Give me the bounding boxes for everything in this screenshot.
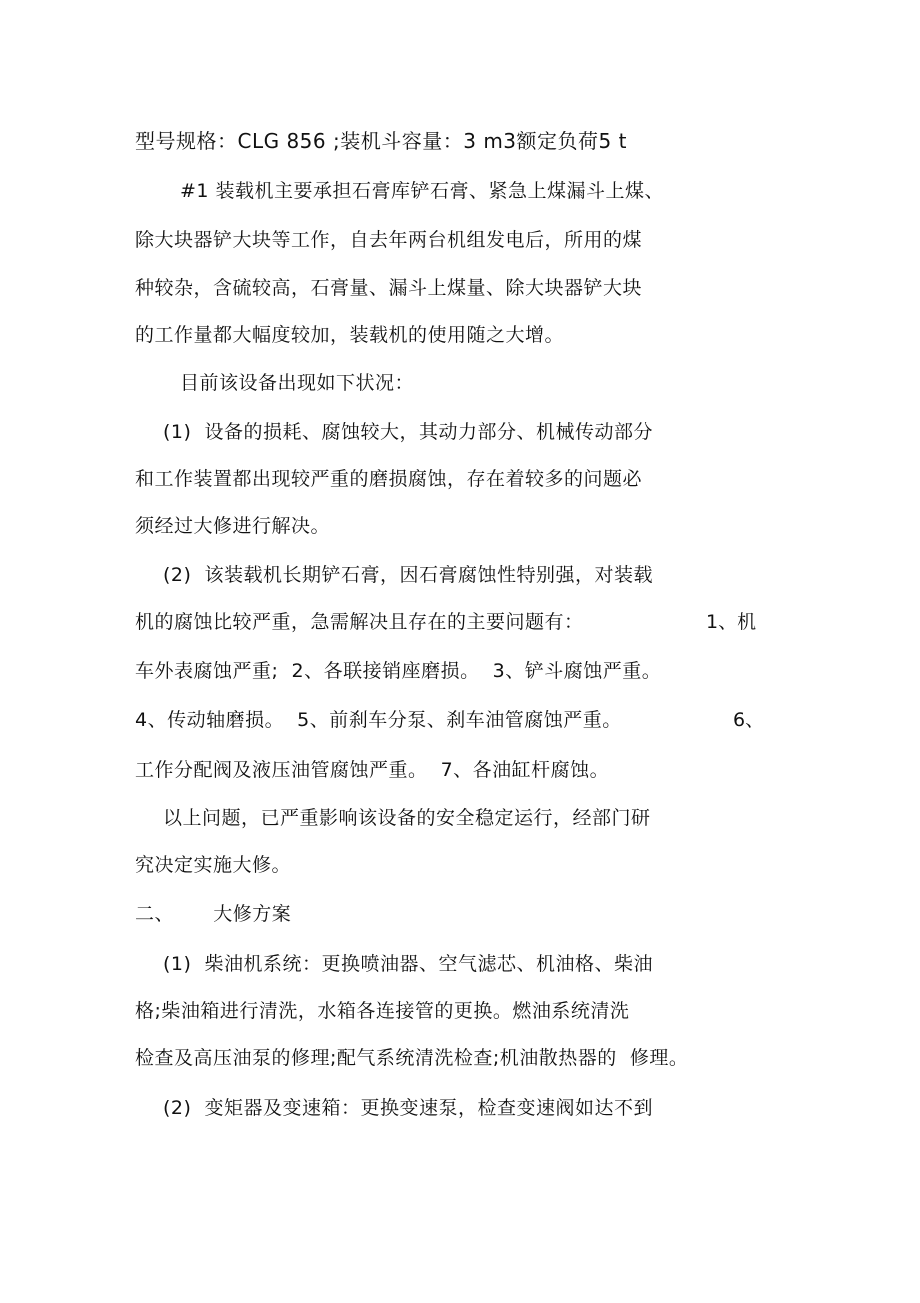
item1-line-3: 须经过大修进行解决。 xyxy=(135,515,331,537)
item2-problem-6-start: 6、 xyxy=(733,709,765,731)
plan2-line-1: (2) 变矩器及变速箱：更换变速泵，检查变速阀如达不到 xyxy=(163,1097,653,1119)
intro-line-3: 种较杂，含硫较高，石膏量、漏斗上煤量、除大块器铲大块 xyxy=(135,277,643,299)
plan1-line-1: (1) 柴油机系统：更换喷油器、空气滤芯、机油格、柴油 xyxy=(163,953,653,975)
plan1-line-2: 格;柴油箱进行清洗，水箱各连接管的更换。燃油系统清洗 xyxy=(135,1000,630,1022)
spec-line: 型号规格：CLG 856 ;装机斗容量：3 m3额定负荷5 t xyxy=(135,129,627,153)
item2-line-3: 车外表腐蚀严重; 2、各联接销座磨损。 3、铲斗腐蚀严重。 xyxy=(135,660,662,682)
status-intro: 目前该设备出现如下状况： xyxy=(180,372,415,394)
item2-line-4: 4、传动轴磨损。 5、前刹车分泵、刹车油管腐蚀严重。 xyxy=(135,709,622,731)
intro-line-1: #1 装载机主要承担石膏库铲石膏、紧急上煤漏斗上煤、 xyxy=(180,180,665,202)
item2-line-1: (2) 该装载机长期铲石膏，因石膏腐蚀性特别强，对装载 xyxy=(163,564,653,586)
intro-line-2: 除大块器铲大块等工作，自去年两台机组发电后，所用的煤 xyxy=(135,229,643,251)
section2-heading: 二、 大修方案 xyxy=(135,903,292,925)
item2-line-2: 机的腐蚀比较严重，急需解决且存在的主要问题有： xyxy=(135,611,584,633)
plan1-line-3: 检查及高压油泵的修理;配气系统清洗检查;机油散热器的 修理。 xyxy=(135,1047,689,1069)
item1-line-1: (1) 设备的损耗、腐蚀较大，其动力部分、机械传动部分 xyxy=(163,421,653,443)
item1-line-2: 和工作装置都出现较严重的磨损腐蚀，存在着较多的问题必 xyxy=(135,468,643,490)
item2-problem-1-start: 1、机 xyxy=(706,611,757,633)
conclusion-line-2: 究决定实施大修。 xyxy=(135,854,292,876)
item2-line-5: 工作分配阀及液压油管腐蚀严重。 7、各油缸杆腐蚀。 xyxy=(135,759,610,781)
conclusion-line-1: 以上问题，已严重影响该设备的安全稳定运行，经部门研 xyxy=(163,807,651,829)
intro-line-4: 的工作量都大幅度较加，装载机的使用随之大增。 xyxy=(135,324,565,346)
